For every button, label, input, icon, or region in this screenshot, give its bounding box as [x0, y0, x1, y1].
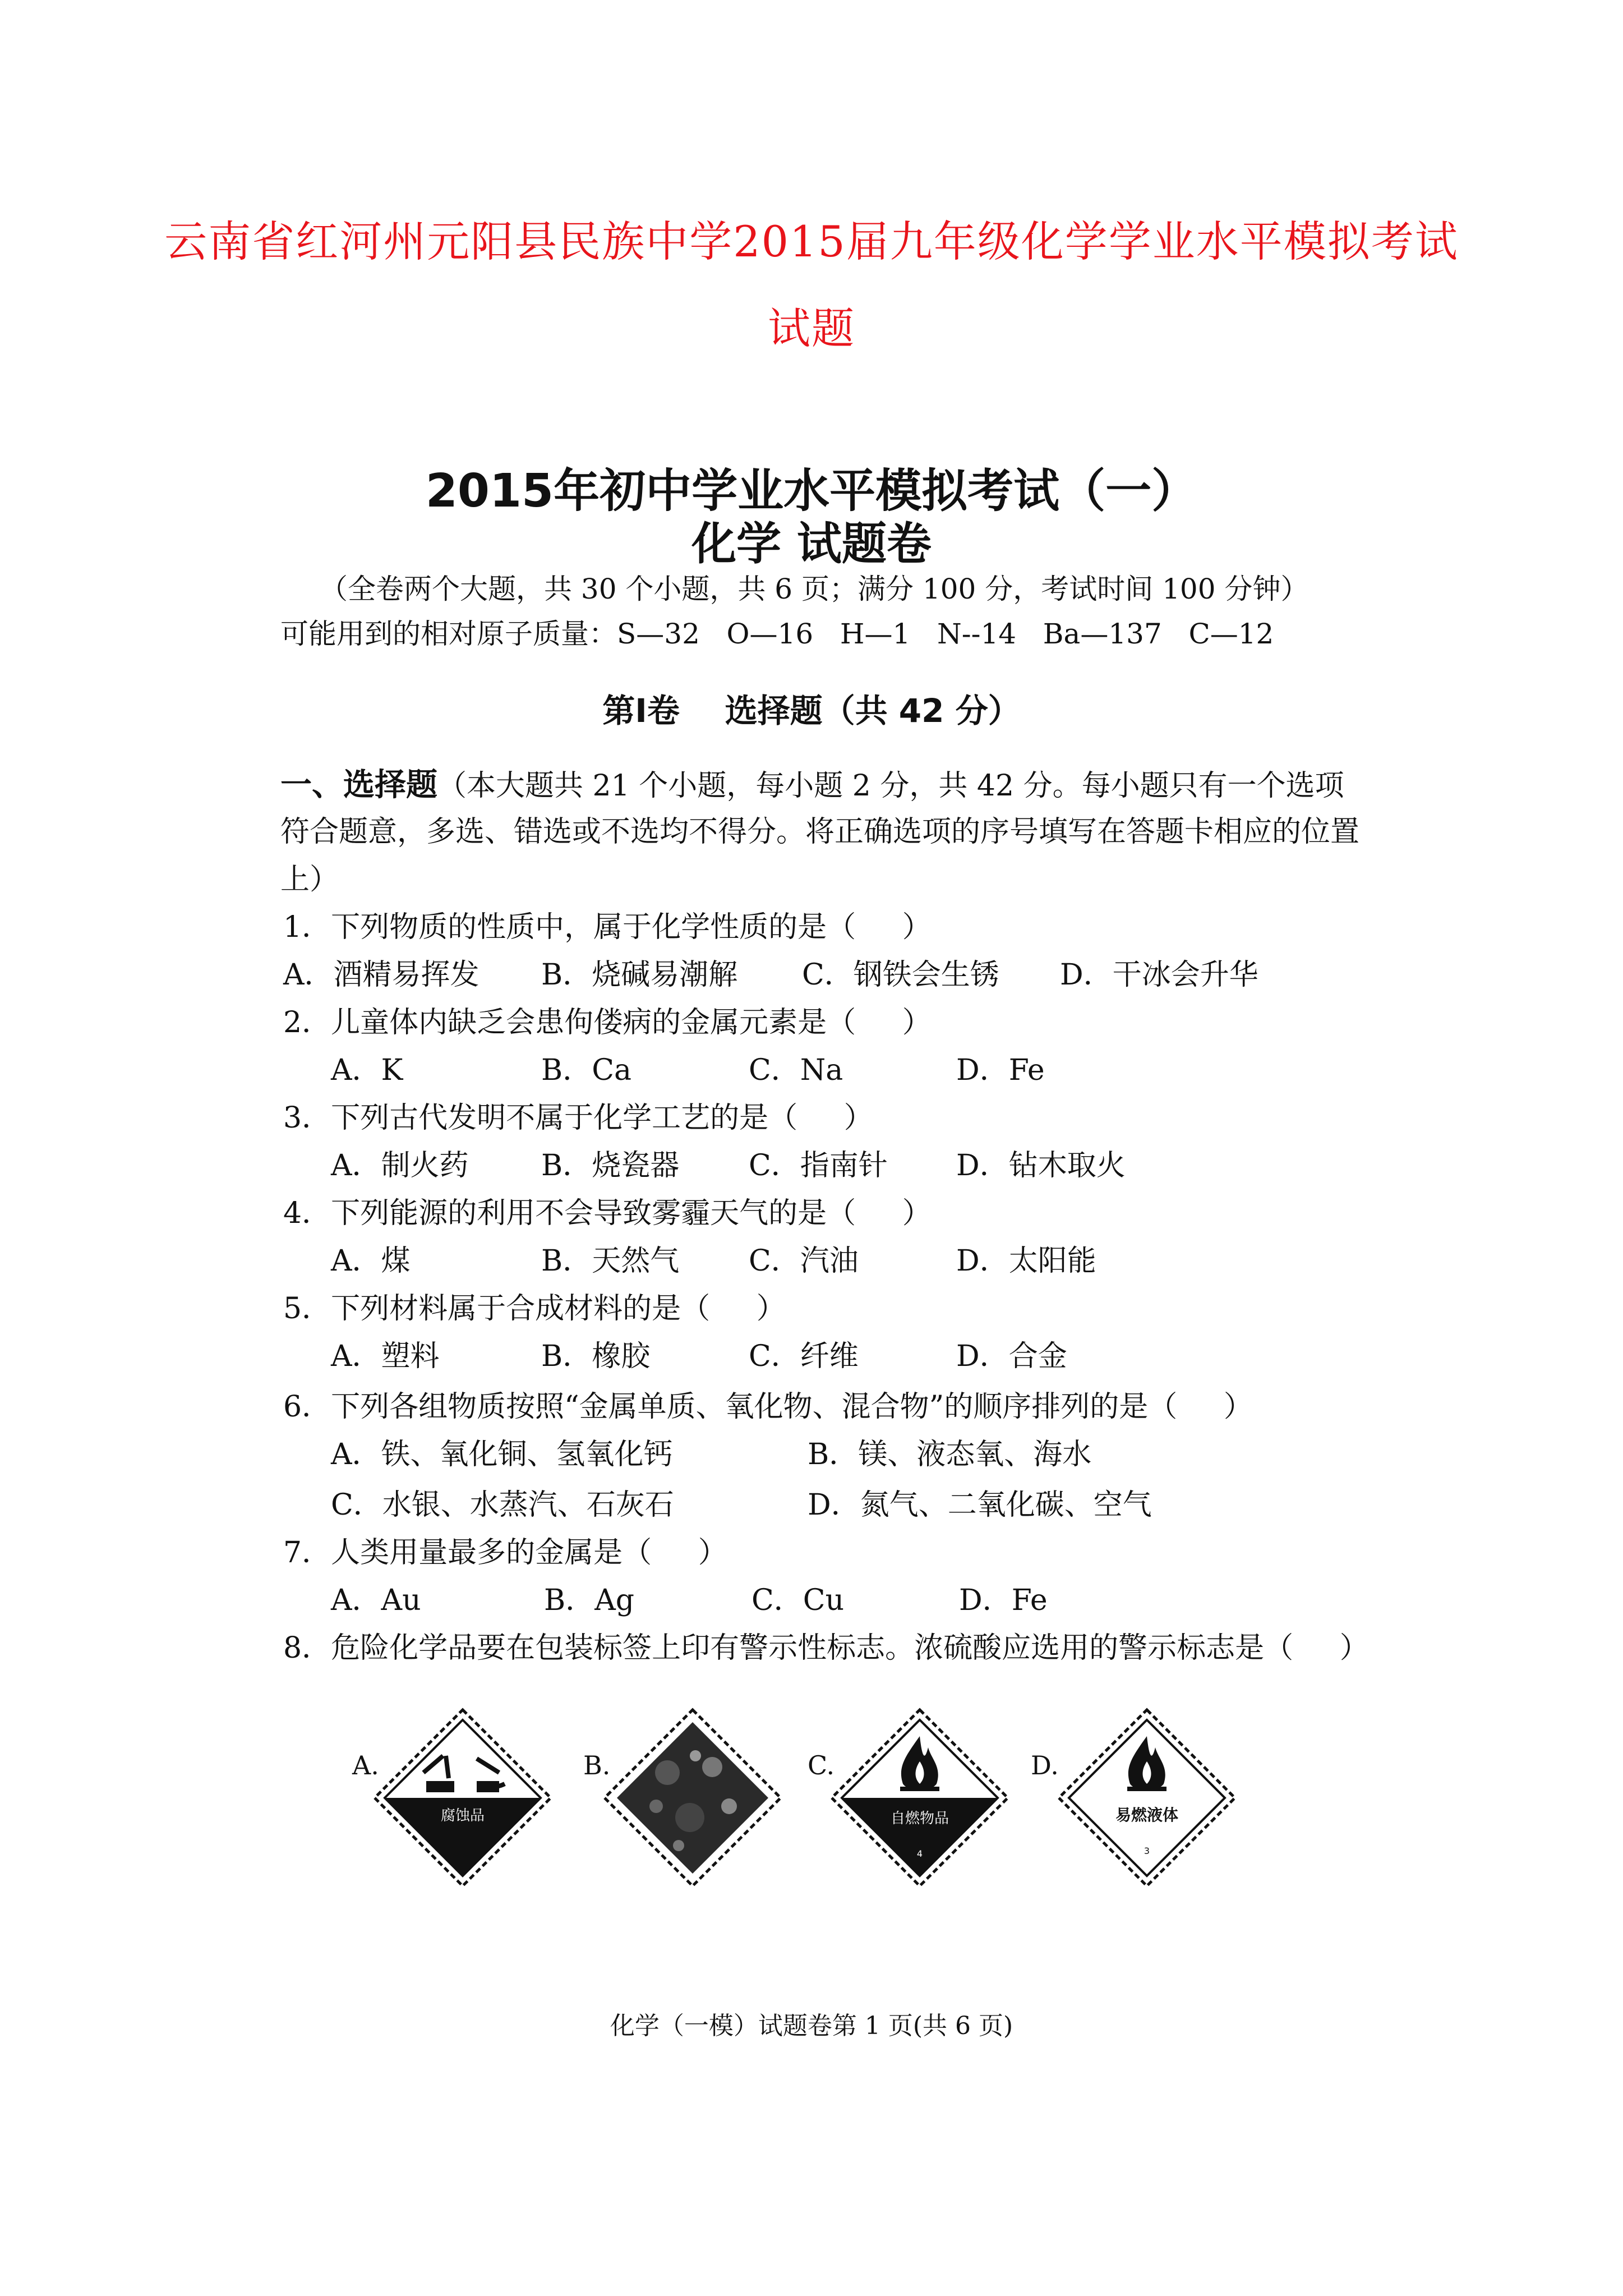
- option: B．Ag: [544, 1584, 635, 1617]
- sign-label: 自燃物品: [890, 1810, 949, 1827]
- option: D．氮气、二氧化碳、空气: [808, 1488, 1152, 1522]
- question-stem: 6．下列各组物质按照“金属单质、氧化物、混合物”的顺序排列的是（ ）: [283, 1390, 1253, 1424]
- option: C．纤维: [749, 1340, 859, 1373]
- option: C．指南针: [749, 1149, 888, 1182]
- spontaneous-combustion-sign-icon: [827, 1705, 1012, 1890]
- option: C．Na: [749, 1053, 843, 1087]
- exam-title: 2015年初中学业水平模拟考试（一）: [425, 464, 1198, 518]
- option: B．烧碱易潮解: [541, 958, 738, 992]
- option: A．制火药: [331, 1149, 469, 1182]
- document-title-line2: 试题: [768, 303, 855, 353]
- sign-label: 易燃液体: [1115, 1806, 1179, 1824]
- sign-letter: D.: [1031, 1750, 1059, 1780]
- sign-letter: B.: [583, 1750, 611, 1780]
- question-stem: 5．下列材料属于合成材料的是（ ）: [283, 1292, 786, 1326]
- option: C．Cu: [751, 1584, 845, 1617]
- question-stem: 3．下列古代发明不属于化学工艺的是（ ）: [283, 1101, 873, 1135]
- toxic-sign-icon: [600, 1705, 785, 1890]
- page-footer: 化学（一模）试题卷第 1 页(共 6 页): [610, 2012, 1013, 2040]
- option: D．钻木取火: [956, 1149, 1126, 1182]
- exam-subtitle: 化学 试题卷: [691, 518, 932, 570]
- section-instructions-text: （本大题共 21 个小题，每小题 2 分，共 42 分。每小题只有一个选项: [437, 769, 1344, 803]
- option: D．Fe: [956, 1053, 1045, 1087]
- option: C．水银、水蒸汽、石灰石: [331, 1488, 674, 1522]
- option: B．烧瓷器: [541, 1149, 680, 1182]
- option: B．镁、液态氧、海水: [808, 1438, 1092, 1471]
- svg-text:4: 4: [916, 1848, 923, 1859]
- section-instructions-line3: 上）: [280, 863, 339, 896]
- option: B．橡胶: [541, 1340, 651, 1373]
- option: A．Au: [331, 1584, 421, 1617]
- document-title-line1: 云南省红河州元阳县民族中学2015届九年级化学学业水平模拟考试: [164, 217, 1459, 266]
- option: C．钢铁会生锈: [802, 958, 999, 992]
- option: A．煤: [331, 1244, 411, 1278]
- option: A．K: [331, 1053, 403, 1087]
- question-stem: 4．下列能源的利用不会导致雾霾天气的是（ ）: [283, 1197, 932, 1230]
- section-instructions-line2: 符合题意，多选、错选或不选均不得分。将正确选项的序号填写在答题卡相应的位置: [280, 815, 1360, 849]
- option: A．塑料: [331, 1340, 440, 1373]
- question-stem: 1．下列物质的性质中，属于化学性质的是（ ）: [283, 910, 932, 944]
- svg-text:3: 3: [1144, 1846, 1150, 1856]
- atomic-mass-line: 可能用到的相对原子质量：S—32 O—16 H—1 N--14 Ba—137 C—12: [280, 618, 1274, 650]
- flammable-liquid-sign-icon: [1054, 1705, 1239, 1890]
- option: D．合金: [956, 1340, 1067, 1373]
- exam-note: （全卷两个大题，共 30 个小题，共 6 页；满分 100 分，考试时间 100 分钟）: [320, 573, 1309, 605]
- corrosive-sign-icon: [370, 1705, 555, 1890]
- option: D．干冰会升华: [1060, 958, 1258, 992]
- section-instructions-line1: [280, 760, 1344, 805]
- question-stem: 8．危险化学品要在包装标签上印有警示性标志。浓硫酸应选用的警示标志是（ ）: [283, 1631, 1369, 1665]
- option: A．酒精易挥发: [283, 958, 479, 992]
- question-stem: 2．儿童体内缺乏会患佝偻病的金属元素是（ ）: [283, 1006, 932, 1039]
- section-title: 第Ⅰ卷 选择题（共 42 分）: [602, 692, 1021, 730]
- option: B．天然气: [541, 1244, 680, 1278]
- option: D．Fe: [959, 1584, 1048, 1617]
- sign-letter: C.: [808, 1750, 835, 1780]
- sign-letter: A.: [352, 1750, 379, 1780]
- option: D．太阳能: [956, 1244, 1096, 1278]
- sign-label: 腐蚀品: [440, 1807, 485, 1824]
- question-stem: 7．人类用量最多的金属是（ ）: [283, 1536, 727, 1570]
- option: A．铁、氧化铜、氢氧化钙: [331, 1438, 673, 1471]
- option: B．Ca: [541, 1053, 632, 1087]
- section-lead: 一、选择题: [280, 767, 437, 803]
- option: C．汽油: [749, 1244, 859, 1278]
